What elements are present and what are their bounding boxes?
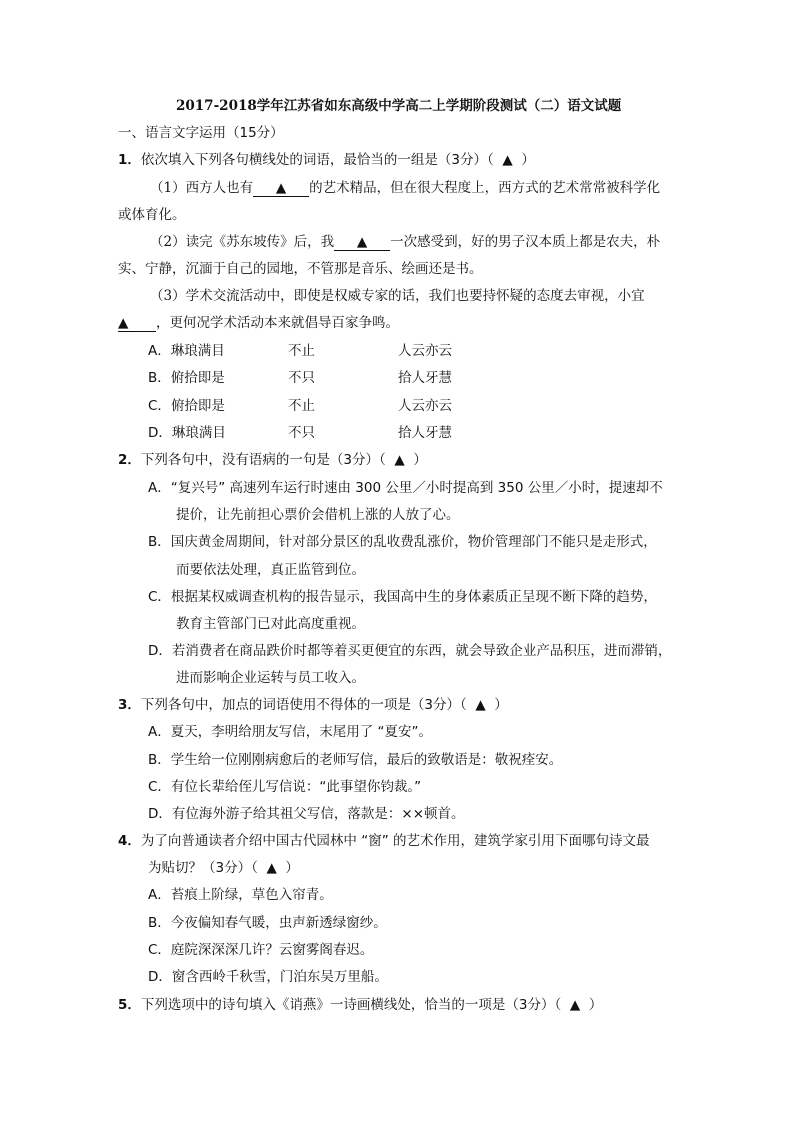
option-word-2: 不只 [288,425,315,441]
fill-blank [334,234,390,251]
q1-option-a [148,341,528,361]
stem-close: ） [285,860,299,876]
q3-option-d: D．有位海外游子给其祖父写信，落款是：××顿首。 [148,806,465,822]
q4-option-a: A．苔痕上阶绿，草色入帘青。 [148,887,333,903]
stem-close: ） [521,152,535,168]
stem-text: 为贴切？（3分）（ [148,860,258,876]
option-word-1: 琳琅满目 [171,425,226,441]
option-word-3: 人云亦云 [398,398,452,414]
sentence-text: ，更何况学术活动本来就倡导百家争鸣。 [156,315,399,331]
option-word-2: 不只 [288,370,315,386]
option-word-1: 琳琅满目 [170,343,225,359]
q1-option-d [148,423,528,443]
option-label: A． [148,343,171,359]
stem-text: 为了向普通读者介绍中国古代园林中 “窗” 的艺术作用，建筑学家引用下面哪句诗文最 [140,833,650,849]
question-4-stem-cont [148,858,299,878]
question-number: 1． [118,152,141,168]
question-number: 3． [118,697,141,713]
option-word-3: 人云亦云 [398,343,452,359]
question-4-stem [118,831,649,851]
sentence-text: 的艺术精品，但在很大程度上，西方式的艺术常常被科学化 [309,180,661,196]
q3-option-b: B．学生给一位刚刚病愈后的老师写信，最后的致敬语是：敬祝痊安。 [148,752,563,768]
option-word-2: 不止 [288,343,315,359]
question-5-stem [118,995,602,1015]
stem-close: ） [413,452,427,468]
option-label: B． [148,370,171,386]
sentence-text: 一次感受到，好的男子汉本质上都是农夫，朴 [390,234,661,250]
q1-sentence-1-cont: 或体育化。 [118,207,186,223]
q1-sentence-3-cont [118,313,399,333]
stem-close: ） [494,697,508,713]
q2-option-c: C．根据某权威调查机构的报告显示，我国高中生的身体素质正呈现不断下降的趋势， [148,589,657,605]
q1-sentence-1 [150,178,660,198]
q3-option-a: A．夏天，李明给朋友写信，末尾用了 “夏安”。 [148,724,433,740]
fill-blank [253,180,309,197]
question-number: 4． [118,833,141,849]
page-title: 2017-2018学年江苏省如东高级中学高二上学期阶段测试（二）语文试题 [176,98,622,114]
q4-option-c: C．庭院深深深几许？云窗雾阁春迟。 [148,942,374,958]
q2-option-a-cont: 提价，让先前担心票价会借机上涨的人放了心。 [176,507,460,523]
q2-option-d: D．若消费者在商品跌价时都等着买更便宜的东西，就会导致企业产品积压，进而滞销， [148,643,672,659]
option-word-1: 俯拾即是 [170,370,225,386]
sentence-text: （1）西方人也有 [150,180,254,196]
q4-option-d: D．窗含西岭千秋雪，门泊东吴万里船。 [148,969,388,985]
sentence-text: （2）读完《苏东坡传》后，我 [150,234,335,250]
stem-text: 依次填入下列各句横线处的词语，最恰当的一组是（3分）（ [140,152,494,168]
q2-option-c-cont: 教育主管部门已对此高度重视。 [176,616,365,632]
q1-sentence-2-cont: 实、宁静，沉湎于自己的园地，不管那是音乐、绘画还是书。 [118,261,483,277]
option-word-3: 拾人牙慧 [398,425,452,441]
question-2-stem [118,450,427,470]
question-number: 2． [118,452,141,468]
answer-marker-icon: ▲ [475,697,486,713]
answer-marker-icon: ▲ [569,997,581,1013]
q1-option-b [148,368,528,388]
blank-marker-icon: ▲ [118,315,129,331]
question-1-stem [118,150,535,170]
q3-option-c: C．有位长辈给侄儿写信说：“此事望你钧裁。” [148,779,422,795]
q2-option-d-cont: 进而影响企业运转与员工收入。 [176,670,365,686]
q2-option-b-cont: 而要依法处理，真正监管到位。 [176,562,365,578]
blank-marker-icon: ▲ [275,180,287,196]
answer-marker-icon: ▲ [394,452,405,468]
option-word-3: 拾人牙慧 [398,370,452,386]
section-heading: 一、语言文字运用（15分） [118,125,284,141]
q2-option-a: A．“复兴号” 高速列车运行时速由 300 公里／小时提高到 350 公里／小时，提速却不 [148,480,663,496]
blank-marker-icon: ▲ [356,234,368,250]
fill-blank [118,315,156,332]
stem-text: 下列各句中，加点的词语使用不得体的一项是（3分）（ [140,697,467,713]
question-3-stem [118,695,508,715]
option-word-1: 俯拾即是 [170,398,225,414]
option-label: C． [148,398,171,414]
option-word-2: 不止 [288,398,315,414]
stem-close: ） [588,997,603,1013]
stem-text: 下列各句中，没有语病的一句是（3分）（ [140,452,386,468]
q1-option-c [148,396,528,416]
option-label: D． [148,425,172,441]
answer-marker-icon: ▲ [502,152,513,168]
answer-marker-icon: ▲ [266,860,277,876]
q1-sentence-2 [150,232,660,252]
q2-option-b: B．国庆黄金周期间，针对部分景区的乱收费乱涨价，物价管理部门不能只是走形式， [148,534,657,550]
question-number: 5． [118,997,141,1013]
q1-sentence-3: （3）学术交流活动中，即使是权威专家的话，我们也要持怀疑的态度去审视，小宜 [150,288,645,304]
q4-option-b: B．今夜偏知春气暖，虫声新透绿窗纱。 [148,915,387,931]
stem-text: 下列选项中的诗句填入《诮燕》一诗画横线处，恰当的一项是（3分）（ [140,997,562,1013]
